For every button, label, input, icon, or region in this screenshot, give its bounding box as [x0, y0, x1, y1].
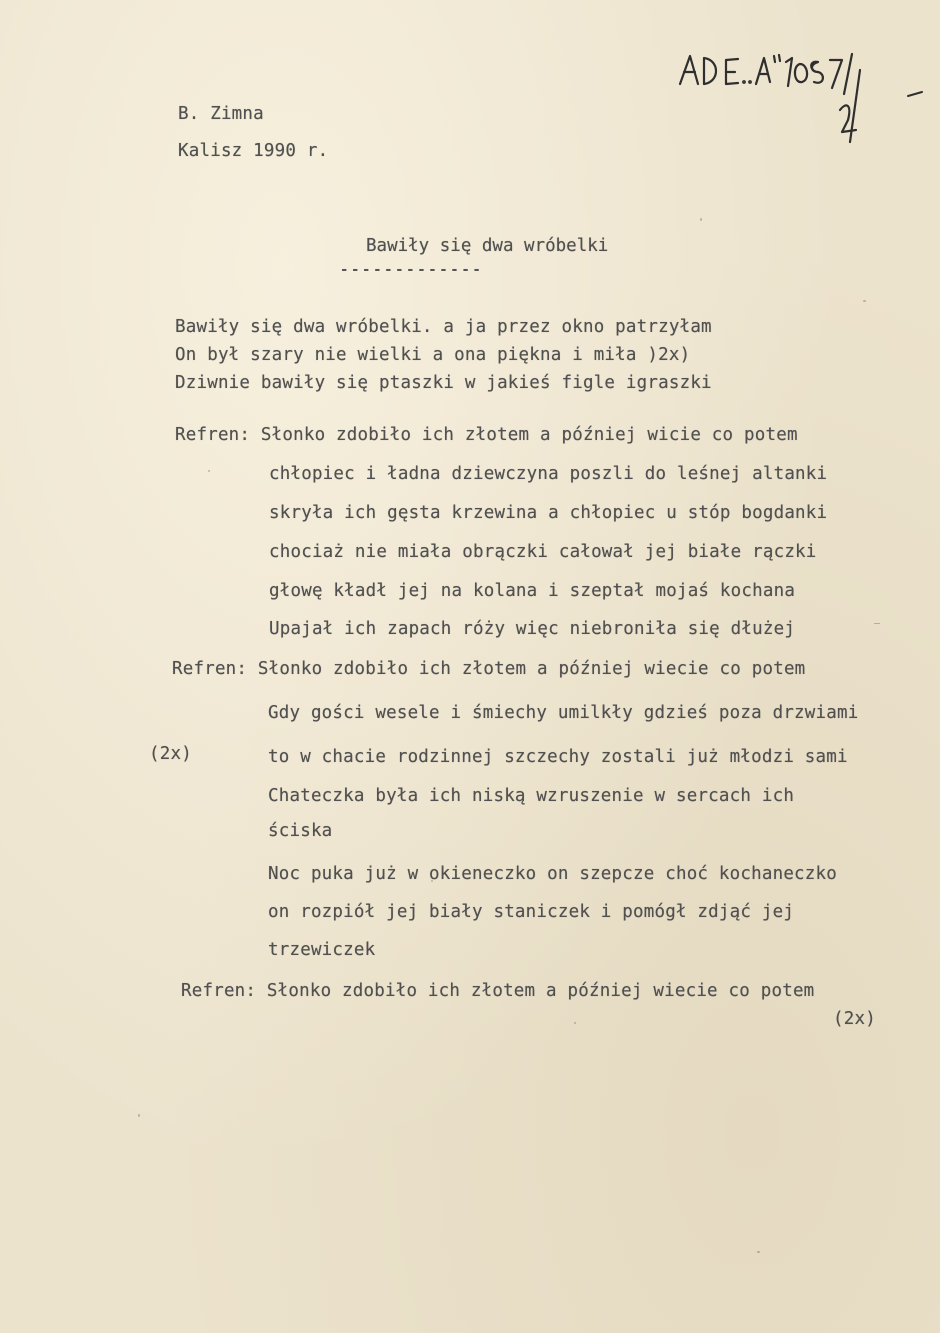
verse-line: Noc puka już w okieneczko on szepcze choć kochaneczko [268, 864, 838, 884]
verse-line: on rozpiół jej biały staniczek i pomógł zdjąć jej [268, 902, 795, 922]
paper-speck [138, 1114, 140, 1117]
paper-speck [700, 218, 702, 221]
verse-line: chłopiec i ładna dziewczyna poszli do leśnej altanki [269, 464, 828, 484]
verse-line: chociaż nie miała obrączki całował jej białe rączki [269, 542, 817, 562]
verse-line: Upajał ich zapach róży więc niebroniła się dłużej [269, 619, 796, 639]
verse-line: trzewiczek [268, 940, 376, 960]
verse-line: skryła ich gęsta krzewina a chłopiec u stóp bogdanki [269, 503, 828, 523]
verse-line: ściska [268, 821, 333, 841]
refrain-line: Refren: Słonko zdobiło ich złotem a później wiecie co potem [172, 659, 806, 679]
paper-speck [757, 1251, 760, 1253]
paper-speck [574, 1022, 576, 1024]
repeat-marker: (2x) [833, 1009, 876, 1029]
paper-speck [208, 470, 210, 472]
song-title: Bawiły się dwa wróbelki [366, 236, 609, 256]
paper-speck [431, 880, 433, 882]
paper-speck [874, 623, 880, 624]
verse-line: głowę kładł jej na kolana i szeptał mojaś kochana [269, 581, 796, 601]
verse-line: Dziwnie bawiły się ptaszki w jakieś figle igraszki [175, 373, 712, 393]
place-date: Kalisz 1990 r. [178, 141, 329, 161]
verse-line: On był szary nie wielki a ona piękna i miła )2x) [175, 345, 691, 365]
verse-line: to w chacie rodzinnej szczechy zostali już młodzi sami [268, 747, 848, 767]
archive-signature-mark [676, 50, 940, 150]
title-underline: ------------- [340, 262, 484, 278]
author-name: B. Zimna [178, 104, 264, 124]
paper-speck [863, 300, 866, 302]
refrain-line: Refren: Słonko zdobiło ich złotem a później wiecie co potem [181, 981, 815, 1001]
verse-line: Bawiły się dwa wróbelki. a ja przez okno patrzyłam [175, 317, 712, 337]
repeat-marker: (2x) [149, 744, 192, 764]
refrain-line: Refren: Słonko zdobiło ich złotem a później wicie co potem [175, 425, 798, 445]
verse-line: Chateczka była ich niską wzruszenie w sercach ich [268, 786, 795, 806]
verse-line: Gdy gości wesele i śmiechy umilkły gdzieś poza drzwiami [268, 703, 859, 723]
